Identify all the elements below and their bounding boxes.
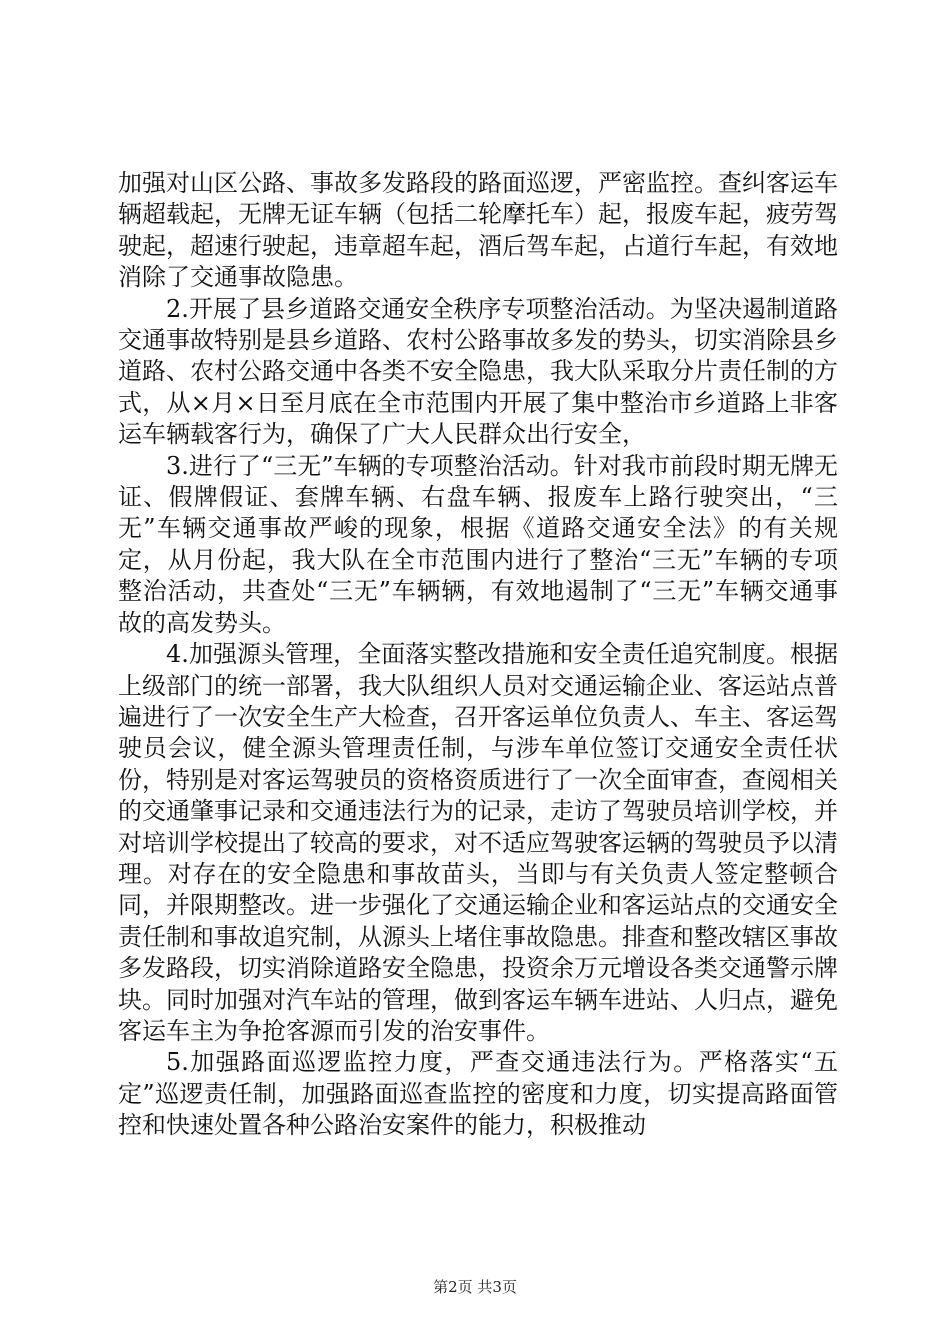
paragraph-item-4: 4.加强源头管理，全面落实整改措施和安全责任追究制度。根据上级部门的统一部署，我大队组织人员对交通运输企业、客运站点普遍进行了一次安全生产大检查，召开客运单位负责人、车主、客运驾驶员会议，健全源头管理责任制，与涉车单位签订交通安全责任状份，特别是对客运驾驶员的资格资质进行了一次全面审查，查阅相关的交通肇事记录和交通违法行为的记录，走访了驾驶员培训学校，并对培训学校提出了较高的要求，对不适应驾驶客运辆的驾驶员予以清理。对存在的安全隐患和事故苗头，当即与有关负责人签定整顿合同，并限期整改。进一步强化了交通运输企业和客运站点的交通安全责任制和事故追究制，从源头上堵住事故隐患。排查和整改辖区事故多发路段，切实消除道路安全隐患，投资余万元增设各类交通警示牌块。同时加强对汽车站的管理，做到客运车辆车进站、人归点，避免客运车主为争抢客源而引发的治安事件。	[118, 640, 838, 1045]
paragraph-continuation: 加强对山区公路、事故多发路段的路面巡逻，严密监控。查纠客运车辆超载起，无牌无证车辆（包括二轮摩托车）起，报废车起，疲劳驾驶起，超速行驶起，违章超车起，酒后驾车起，占道行车起，有效地消除了交通事故隐患。	[118, 169, 838, 292]
page-number-footer: 第2页 共3页	[433, 1278, 517, 1296]
paragraph-item-5: 5.加强路面巡逻监控力度，严查交通违法行为。严格落实“五定”巡逻责任制，加强路面巡查监控的密度和力度，切实提高路面管控和快速处置各种公路治安案件的能力，积极推动	[118, 1048, 838, 1140]
paragraph-item-3: 3.进行了“三无”车辆的专项整治活动。针对我市前段时期无牌无证、假牌假证、套牌车辆、右盘车辆、报废车上路行驶突出，“三无”车辆交通事故严峻的现象，根据《道路交通安全法》的有关规定，从月份起，我大队在全市范围内进行了整治“三无”车辆的专项整治活动，共查处“三无”车辆辆，有效地遏制了“三无”车辆交通事故的高发势头。	[118, 451, 838, 637]
document-body	[118, 168, 838, 1142]
paragraph-item-2: 2.开展了县乡道路交通安全秩序专项整治活动。为坚决遏制道路交通事故特别是县乡道路、农村公路事故多发的势头，切实消除县乡道路、农村公路交通中各类不安全隐患，我大队采取分片责任制的方式，从×月×日至月底在全市范围内开展了集中整治市乡道路上非客运车辆载客行为，确保了广大人民群众出行安全，	[118, 294, 838, 449]
